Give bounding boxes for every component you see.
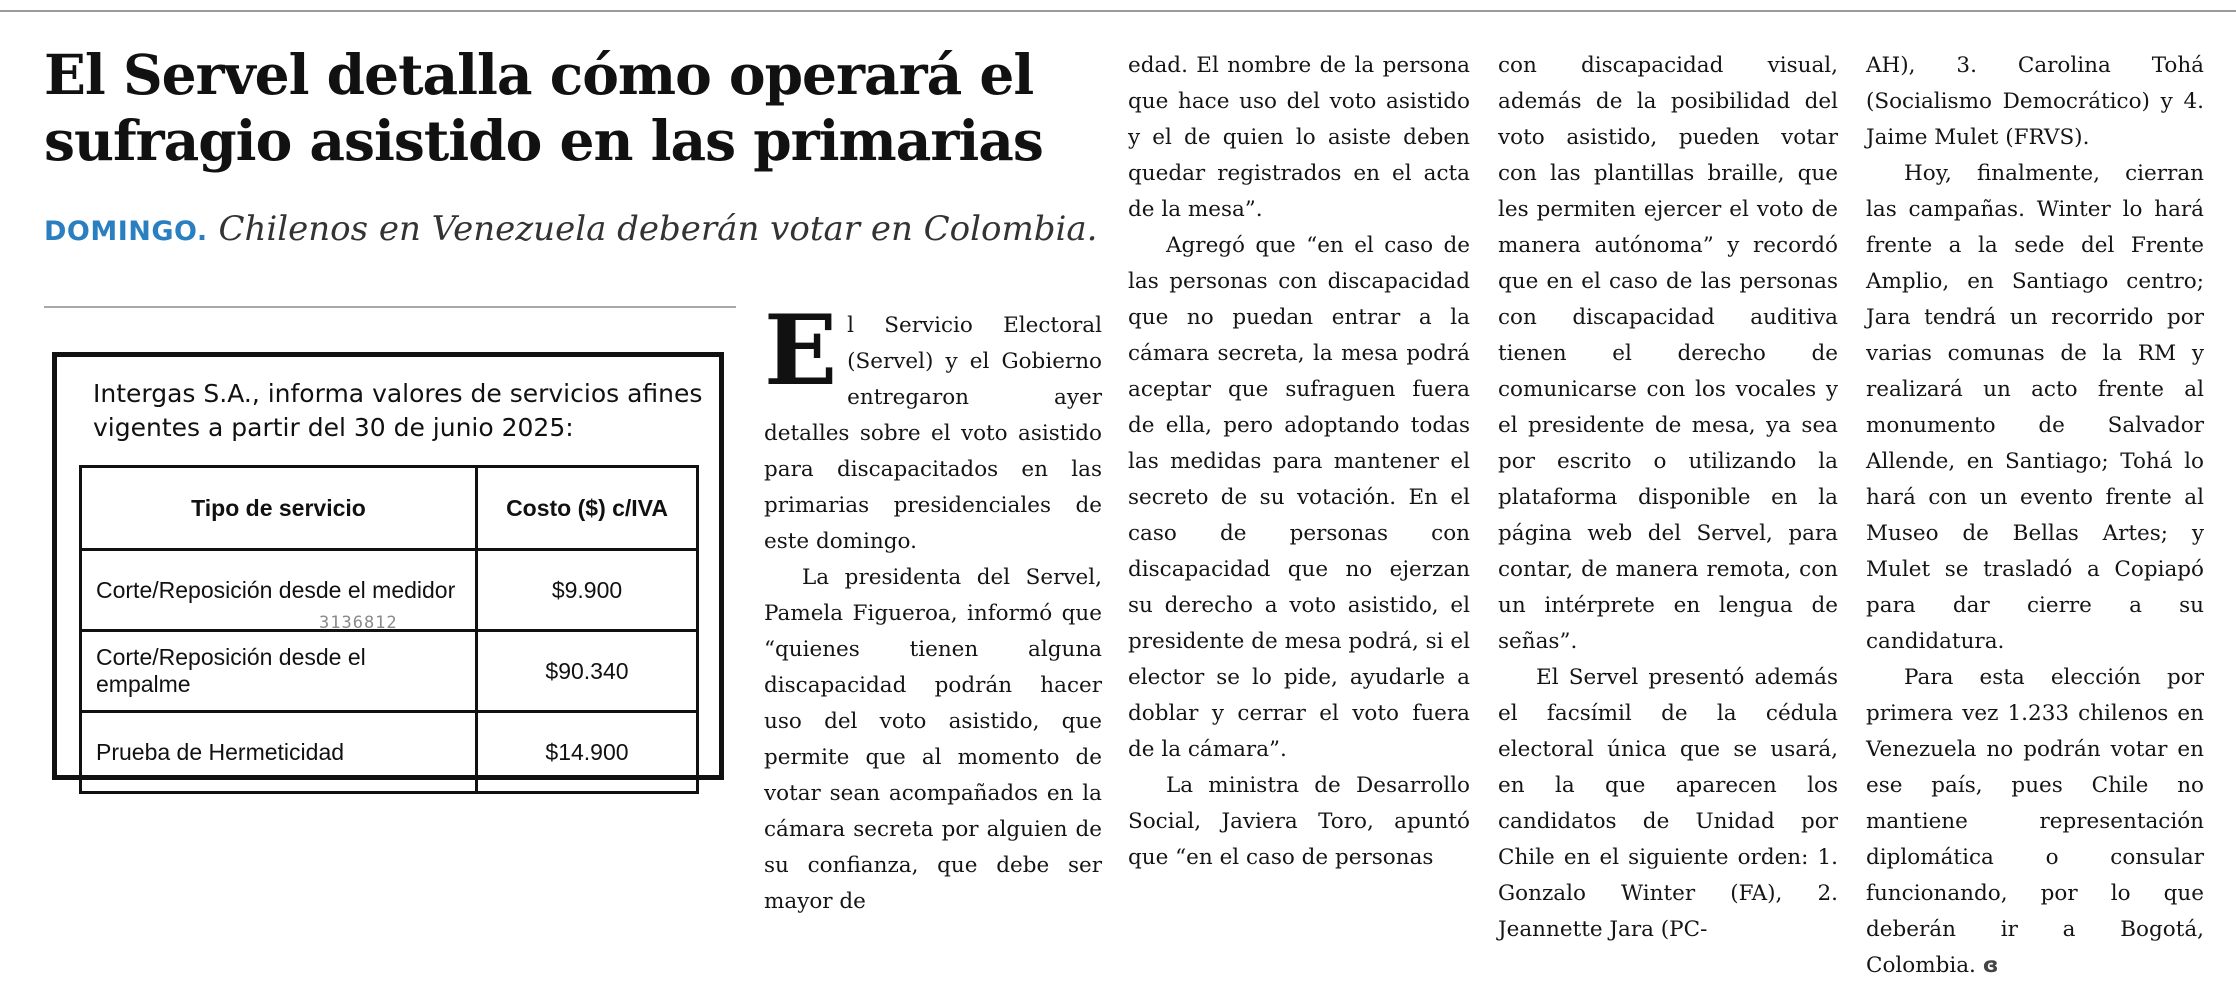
article-column-1 xyxy=(764,48,1102,920)
paragraph: Agregó que “en el caso de las personas con discapacidad que no puedan entrar a la cámara secreta, la mesa podrá aceptar que sufraguen fuera de ella, pero adoptando todas las medidas para mantener el secreto de su votación. En el caso de personas con discapacidad que no ejerzan su derecho a voto asistido, el presidente de mesa podrá, si el elector se lo pide, ayudarle a doblar y cerrar el voto fuera de la cámara”. xyxy=(1128,233,1470,762)
paragraph: edad. El nombre de la persona que hace uso del voto asistido y el de quien lo asiste deben quedar registrados en el acta de la mesa”. xyxy=(1128,53,1470,222)
notice-intro: Intergas S.A., informa valores de servicios afines vigentes a partir del 30 de junio 2025: xyxy=(93,379,703,442)
header-service: Tipo de servicio xyxy=(81,467,477,550)
paragraph: La ministra de Desarrollo Social, Javiera Toro, apuntó que “en el caso de personas xyxy=(1128,773,1470,870)
intergas-notice xyxy=(52,352,724,780)
header-cost: Costo ($) c/IVA xyxy=(477,467,698,550)
watermark-code: 3136812 xyxy=(319,613,398,633)
paragraph: El Servel presentó además el facsímil de la cédula electoral única que se usará, en la que aparecen los candidatos de Unidad por Chile en el siguiente orden: 1. Gonzalo Winter (FA), 2. Jeannette Jara (PC- xyxy=(1498,665,1838,942)
article-column-4 xyxy=(1866,48,2204,984)
article-column-2 xyxy=(1128,48,1470,876)
service-name: Corte/Reposición desde el empalme xyxy=(81,631,477,712)
service-name: Corte/Reposición desde el medidor xyxy=(81,550,477,631)
paragraph: La presidenta del Servel, Pamela Figueroa, informó que “quienes tienen alguna discapacidad podrán hacer uso del voto asistido, que permite que al momento de votar sean acompañados en la cámara secreta por alguien de su confianza, que debe ser mayor de xyxy=(764,565,1102,914)
paragraph-text: Para esta elección por primera vez 1.233 chilenos en Venezuela no podrán votar en ese país, pues Chile no mantiene representación diplomática o consular funcionando, por lo que deberán ir a Bogotá, Colombia. xyxy=(1866,665,2204,978)
paragraph xyxy=(764,294,1102,560)
drop-cap: E xyxy=(764,294,838,407)
service-name: Prueba de Hermeticidad xyxy=(81,712,477,793)
table-header-row xyxy=(81,467,698,550)
table-row xyxy=(81,631,698,712)
paragraph-text: l Servicio Electoral (Servel) y el Gobierno entregaron ayer detalles sobre el voto asistido para discapacitados en las primarias presidenciales de este domingo. xyxy=(764,313,1102,554)
paragraph: AH), 3. Carolina Tohá (Socialismo Democrático) y 4. Jaime Mulet (FRVS). xyxy=(1866,53,2204,150)
section-divider xyxy=(44,306,736,308)
service-cost: $14.900 xyxy=(477,712,698,793)
deck: Chilenos en Venezuela deberán votar en Colombia. xyxy=(218,209,1098,249)
paragraph xyxy=(1866,660,2204,984)
paragraph: Hoy, finalmente, cierran las campañas. Winter lo hará frente a la sede del Frente Amplio, en Santiago centro; Jara tendrá un recorrido por varias comunas de la RM y realizará un acto frente al monumento de Salvador Allende, en Santiago; Tohá lo hará con un evento frente al Museo de Bellas Artes; y Mulet se trasladó a Copiapó para dar cierre a su candidatura. xyxy=(1866,161,2204,654)
top-rule xyxy=(0,10,2236,12)
end-mark-icon: ɞ xyxy=(1982,953,1999,978)
kicker: DOMINGO. xyxy=(44,216,208,247)
headline: El Servel detalla cómo operará el sufragio asistido en las primarias xyxy=(44,42,1043,173)
table-row xyxy=(81,712,698,793)
service-cost: $9.900 xyxy=(477,550,698,631)
article-column-3 xyxy=(1498,48,1838,948)
service-cost: $90.340 xyxy=(477,631,698,712)
paragraph: con discapacidad visual, además de la posibilidad del voto asistido, pueden votar con las plantillas braille, que les permiten ejercer el voto de manera autónoma” y recordó que en el caso de las personas con discapacidad auditiva tienen el derecho de comunicarse con los vocales y el presidente de mesa, ya sea por escrito o utilizando la plataforma disponible en la página web del Servel, para contar, de manera remota, con un intérprete en lengua de señas”. xyxy=(1498,53,1838,654)
